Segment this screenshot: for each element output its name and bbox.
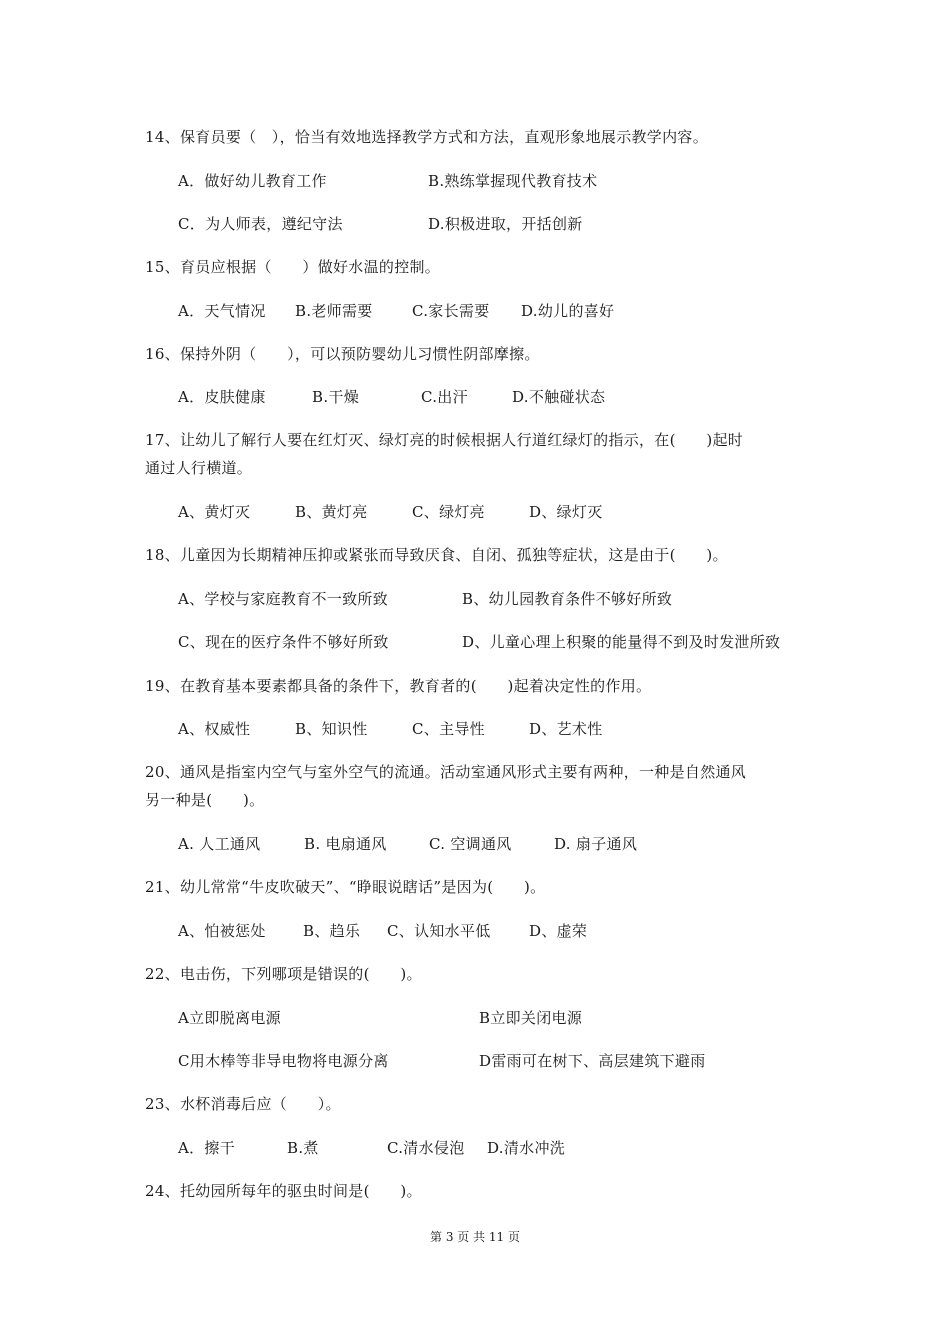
question-23-option-d: D.清水冲洗 xyxy=(487,1139,566,1157)
question-18-option-b: B、幼儿园教育条件不够好所致 xyxy=(462,590,673,608)
question-16-option-c: C.出汗 xyxy=(421,388,468,406)
question-17-option-d: D、绿灯灭 xyxy=(529,503,603,521)
question-15-option-c: C.家长需要 xyxy=(412,302,490,320)
question-19-option-d: D、艺术性 xyxy=(529,720,603,738)
question-16-option-a: A．皮肤健康 xyxy=(178,388,266,406)
question-19-option-a: A、权威性 xyxy=(178,720,251,738)
question-20-option-b: B. 电扇通风 xyxy=(304,835,387,853)
question-18-stem: 18、儿童因为长期精神压抑或紧张而导致厌食、自闭、孤独等症状，这是由于( )。 xyxy=(145,546,728,564)
question-20-stem-line-2: 另一种是( )。 xyxy=(145,791,265,809)
question-23-stem: 23、水杯消毒后应（ ）。 xyxy=(145,1095,341,1113)
question-21-option-c: C、认知水平低 xyxy=(387,922,491,940)
question-20-option-d: D. 扇子通风 xyxy=(554,835,638,853)
question-22-stem: 22、电击伤，下列哪项是错误的( )。 xyxy=(145,965,422,983)
page-number-footer: 第 3 页 共 11 页 xyxy=(430,1230,520,1244)
question-18-option-c: C、现在的医疗条件不够好所致 xyxy=(178,633,389,651)
question-14-option-b: B.熟练掌握现代教育技术 xyxy=(428,172,598,190)
question-24-stem: 24、托幼园所每年的驱虫时间是( )。 xyxy=(145,1182,422,1200)
question-19-stem: 19、在教育基本要素都具备的条件下，教育者的( )起着决定性的作用。 xyxy=(145,677,652,695)
question-15-option-d: D.幼儿的喜好 xyxy=(521,302,615,320)
question-18-option-d: D、儿童心理上积聚的能量得不到及时发泄所致 xyxy=(462,633,781,651)
question-23-option-c: C.清水侵泡 xyxy=(387,1139,465,1157)
question-17-stem-line-1: 17、让幼儿了解行人要在红灯灭、绿灯亮的时候根据人行道红绿灯的指示，在( )起时 xyxy=(145,431,744,449)
question-19-option-b: B、知识性 xyxy=(295,720,368,738)
question-14-option-d: D.积极进取，开括创新 xyxy=(428,215,583,233)
question-21-option-a: A、怕被惩处 xyxy=(178,922,266,940)
question-21-option-d: D、虚荣 xyxy=(529,922,588,940)
question-15-option-b: B.老师需要 xyxy=(295,302,373,320)
question-22-option-b: B立即关闭电源 xyxy=(479,1009,583,1027)
question-20-option-a: A. 人工通风 xyxy=(178,835,261,853)
question-22-option-c: C用木棒等非导电物将电源分离 xyxy=(178,1052,389,1070)
question-17-option-c: C、绿灯亮 xyxy=(412,503,485,521)
question-21-option-b: B、趋乐 xyxy=(303,922,361,940)
question-15-option-a: A．天气情况 xyxy=(178,302,266,320)
question-14-option-c: C．为人师表，遵纪守法 xyxy=(178,215,343,233)
question-16-option-d: D.不触碰状态 xyxy=(512,388,606,406)
question-17-stem-line-2: 通过人行横道。 xyxy=(145,459,253,477)
question-17-option-a: A、黄灯灭 xyxy=(178,503,251,521)
question-15-stem: 15、育员应根据（ ）做好水温的控制。 xyxy=(145,258,441,276)
question-20-stem-line-1: 20、通风是指室内空气与室外空气的流通。活动室通风形式主要有两种，一种是自然通风 xyxy=(145,763,747,781)
question-17-option-b: B、黄灯亮 xyxy=(295,503,368,521)
question-19-option-c: C、主导性 xyxy=(412,720,485,738)
question-20-option-c: C. 空调通风 xyxy=(429,835,512,853)
question-23-option-a: A．擦干 xyxy=(178,1139,236,1157)
question-14-option-a: A．做好幼儿教育工作 xyxy=(178,172,327,190)
question-16-option-b: B.干燥 xyxy=(312,388,359,406)
question-22-option-a: A立即脱离电源 xyxy=(178,1009,281,1027)
question-22-option-d: D雷雨可在树下、高层建筑下避雨 xyxy=(479,1052,706,1070)
question-18-option-a: A、学校与家庭教育不一致所致 xyxy=(178,590,389,608)
question-14-stem: 14、保育员要（ ），恰当有效地选择教学方式和方法，直观形象地展示教学内容。 xyxy=(145,128,708,146)
question-21-stem: 21、幼儿常常“牛皮吹破天”、“睁眼说瞎话”是因为( )。 xyxy=(145,878,546,896)
question-23-option-b: B.煮 xyxy=(287,1139,319,1157)
question-16-stem: 16、保持外阴（ ），可以预防婴幼儿习惯性阴部摩擦。 xyxy=(145,345,540,363)
